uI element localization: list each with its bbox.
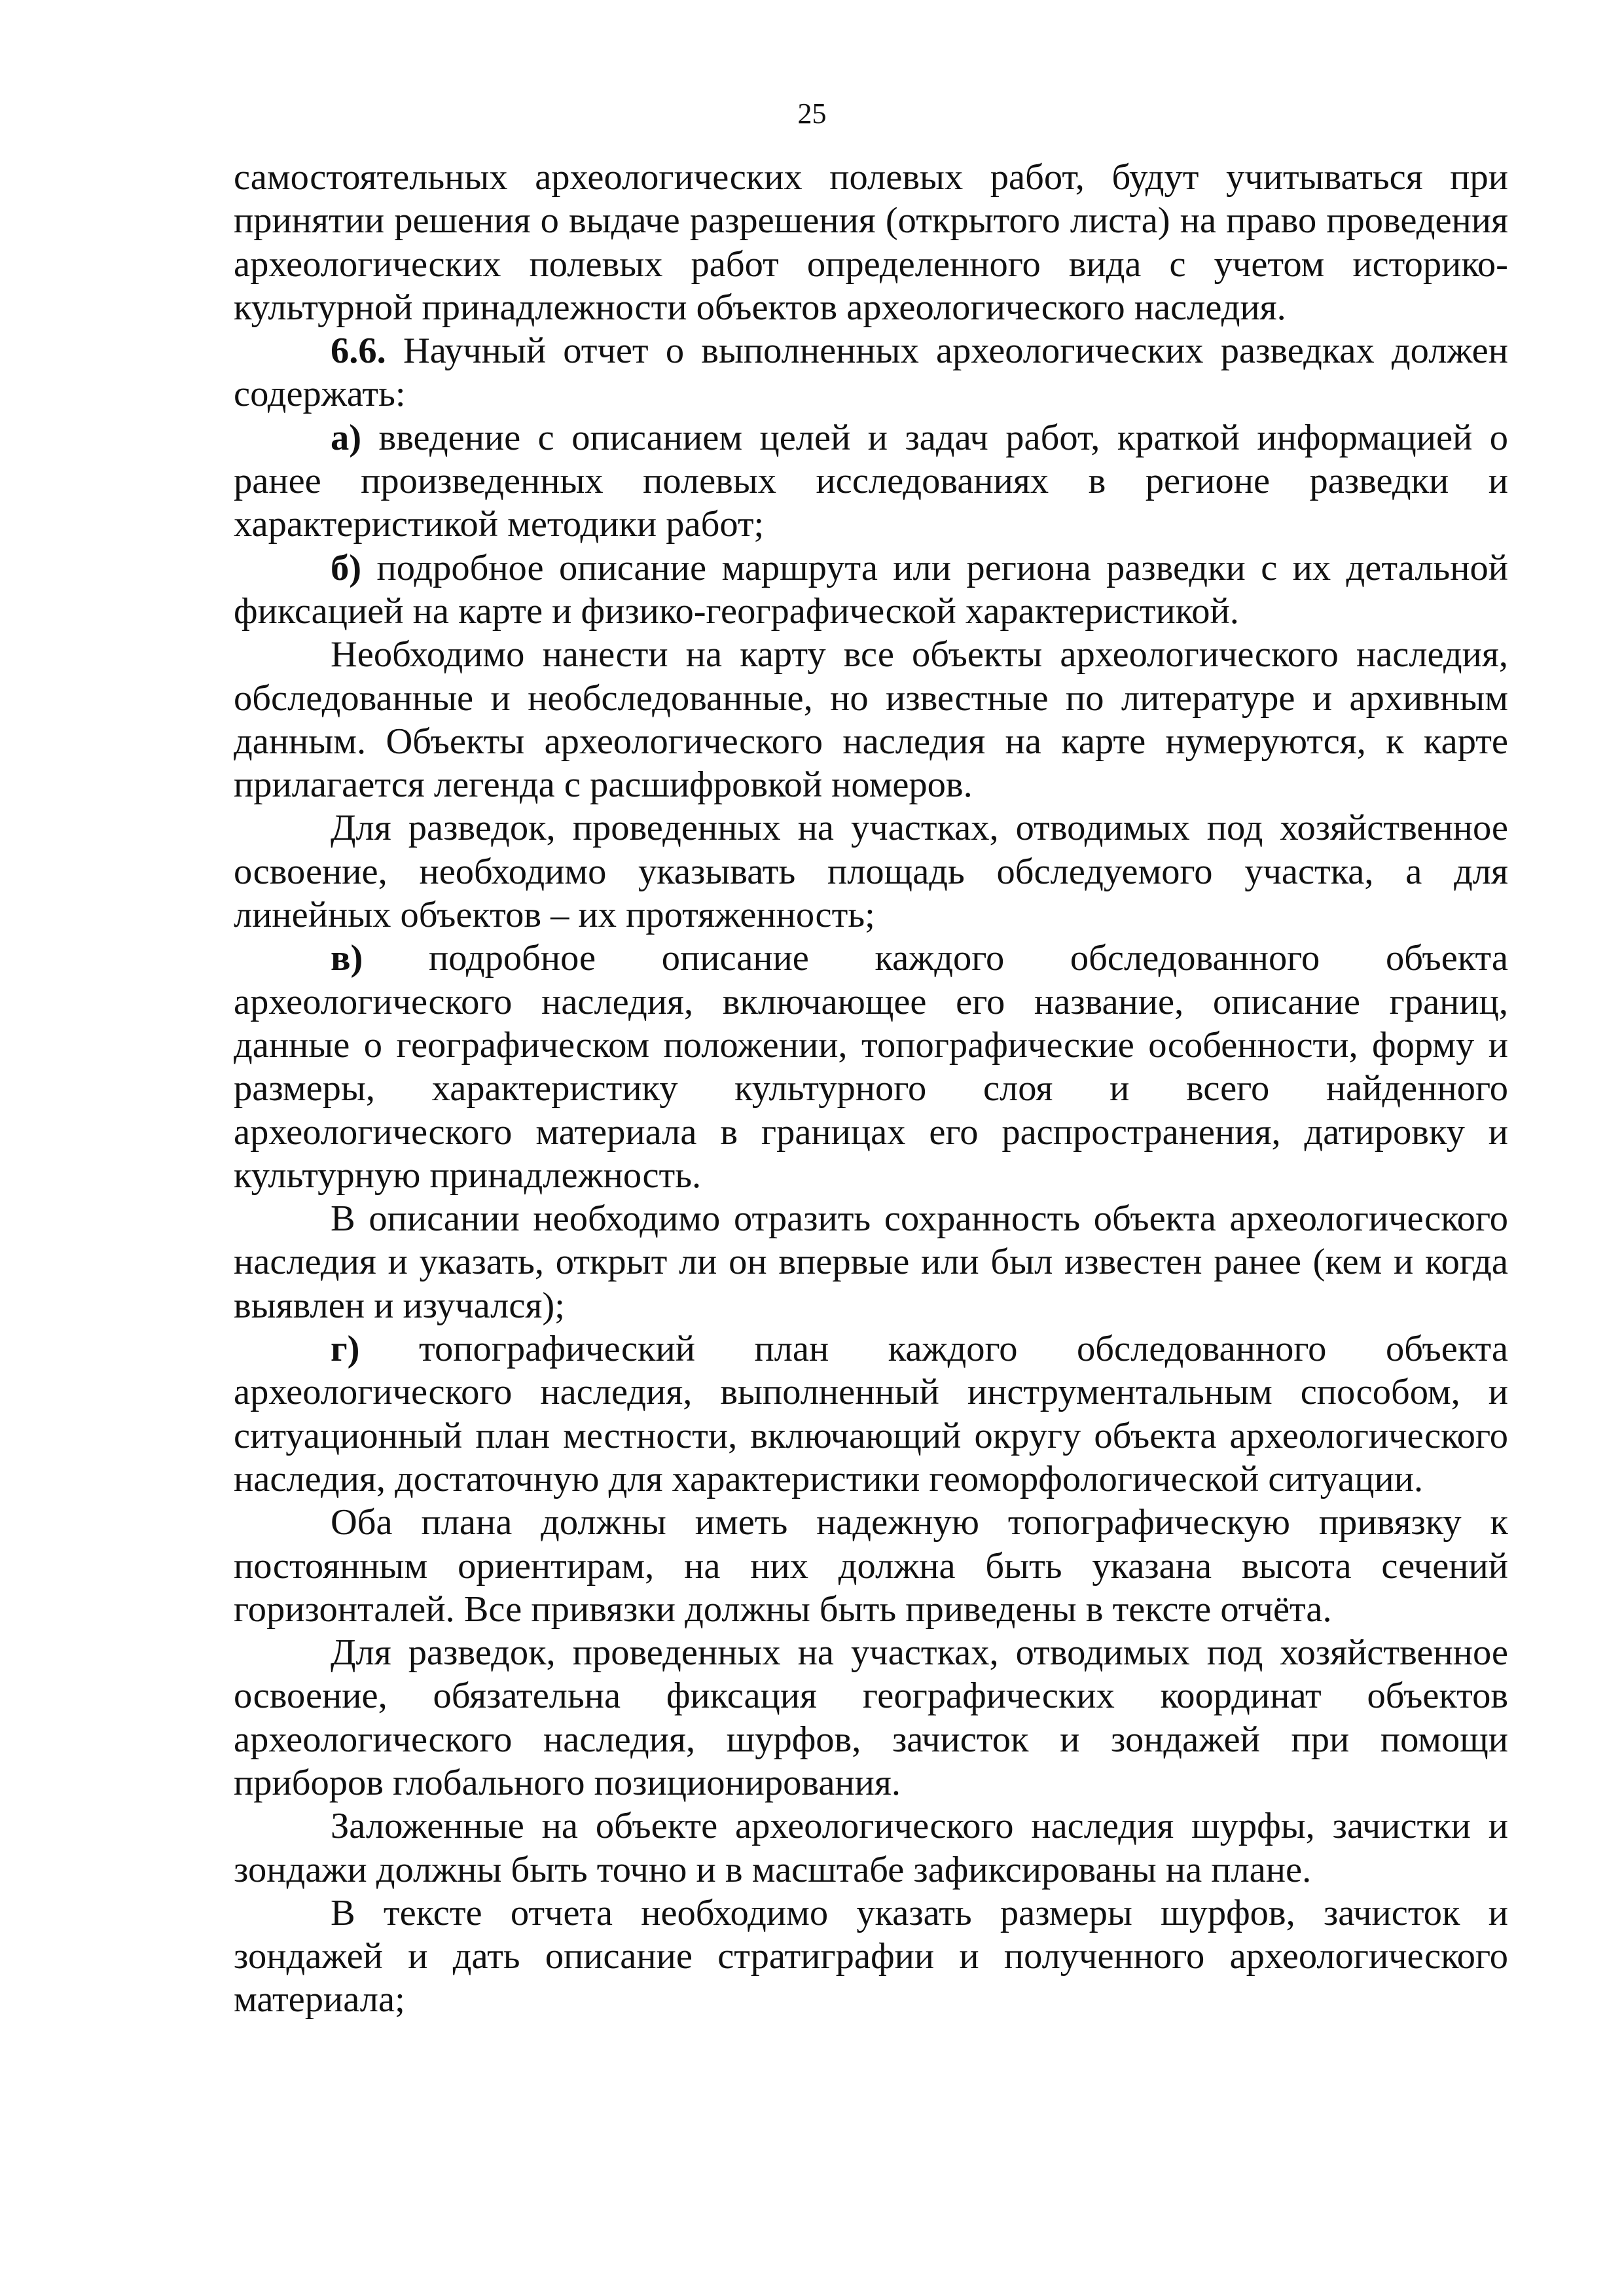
paragraph-item-v (234, 937, 1508, 1197)
paragraph-text: Оба плана должны иметь надежную топографическую привязку к постоянным ориентирам, на них должна быть указана высота сечений горизонталей. Все привязки должны быть приведены в тексте отчёта. (234, 1502, 1508, 1630)
paragraph-pit-sizes (234, 1892, 1508, 2022)
paragraph-map-objects (234, 633, 1508, 806)
item-label: а) (331, 417, 362, 458)
paragraph-preservation (234, 1197, 1508, 1327)
page-number: 25 (797, 98, 827, 130)
paragraph-text: В тексте отчета необходимо указать размеры шурфов, зачисток и зондажей и дать описание стратиграфии и полученного археологического материала; (234, 1892, 1508, 2020)
paragraph-survey-area (234, 806, 1508, 937)
paragraph-text: подробное описание каждого обследованного объекта археологического наследия, включающее его название, описание границ, данные о географическом положении, топографические особенности, форму и размеры, характеристику культурного слоя и всего найденного археологического материала в границах его распространения, датировку и культурную принадлежность. (234, 938, 1508, 1196)
paragraph-text: подробное описание маршрута или региона разведки с их детальной фиксацией на карте и физико-географической характеристикой. (234, 547, 1508, 632)
paragraph-plans-binding (234, 1501, 1508, 1631)
paragraph-text: Научный отчет о выполненных археологических разведках должен содержать: (234, 331, 1508, 415)
paragraph-item-a (234, 416, 1508, 547)
paragraph-text: Необходимо нанести на карту все объекты археологического наследия, обследованные и необследованные, но известные по литературе и архивным данным. Объекты археологического наследия на карте нумеруются, к карте прилагается легенда с расшифровкой номеров. (234, 634, 1508, 806)
paragraph-section-6-6 (234, 329, 1508, 416)
paragraph-pits-on-plan (234, 1804, 1508, 1892)
paragraph-coordinates (234, 1631, 1508, 1804)
paragraph-continuation (234, 156, 1508, 329)
paragraph-item-b (234, 547, 1508, 634)
paragraph-text: Заложенные на объекте археологического наследия шурфы, зачистки и зондажи должны быть точно и в масштабе зафиксированы на плане. (234, 1806, 1508, 1890)
item-label: г) (331, 1329, 360, 1370)
paragraph-item-g (234, 1327, 1508, 1501)
paragraph-text: В описании необходимо отразить сохранность объекта археологического наследия и указать, открыт ли он впервые или был известен ранее (кем и когда выявлен и изучался); (234, 1198, 1508, 1326)
paragraph-text: самостоятельных археологических полевых работ, будут учитываться при принятии решения о выдаче разрешения (открытого листа) на право проведения археологических полевых работ определенного вида с учетом историко-культурной принадлежности объектов археологического наследия. (234, 157, 1508, 328)
item-label: в) (331, 938, 363, 979)
item-label: б) (331, 547, 362, 588)
paragraph-text: введение с описанием целей и задач работ, краткой информацией о ранее произведенных полевых исследованиях в регионе разведки и характеристикой методики работ; (234, 417, 1508, 545)
paragraph-text: топографический план каждого обследованного объекта археологического наследия, выполненный инструментальным способом, и ситуационный план местности, включающий округу объекта археологического наследия, достаточную для характеристики геоморфологической ситуации. (234, 1329, 1508, 1499)
paragraph-text: Для разведок, проведенных на участках, отводимых под хозяйственное освоение, обязательна фиксация географических координат объектов археологического наследия, шурфов, зачисток и зондажей при помощи приборов глобального позиционирования. (234, 1632, 1508, 1803)
section-number: 6.6. (331, 331, 386, 372)
paragraph-text: Для разведок, проведенных на участках, отводимых под хозяйственное освоение, необходимо указывать площадь обследуемого участка, а для линейных объектов – их протяженность; (234, 808, 1508, 936)
document-body (234, 156, 1508, 2022)
